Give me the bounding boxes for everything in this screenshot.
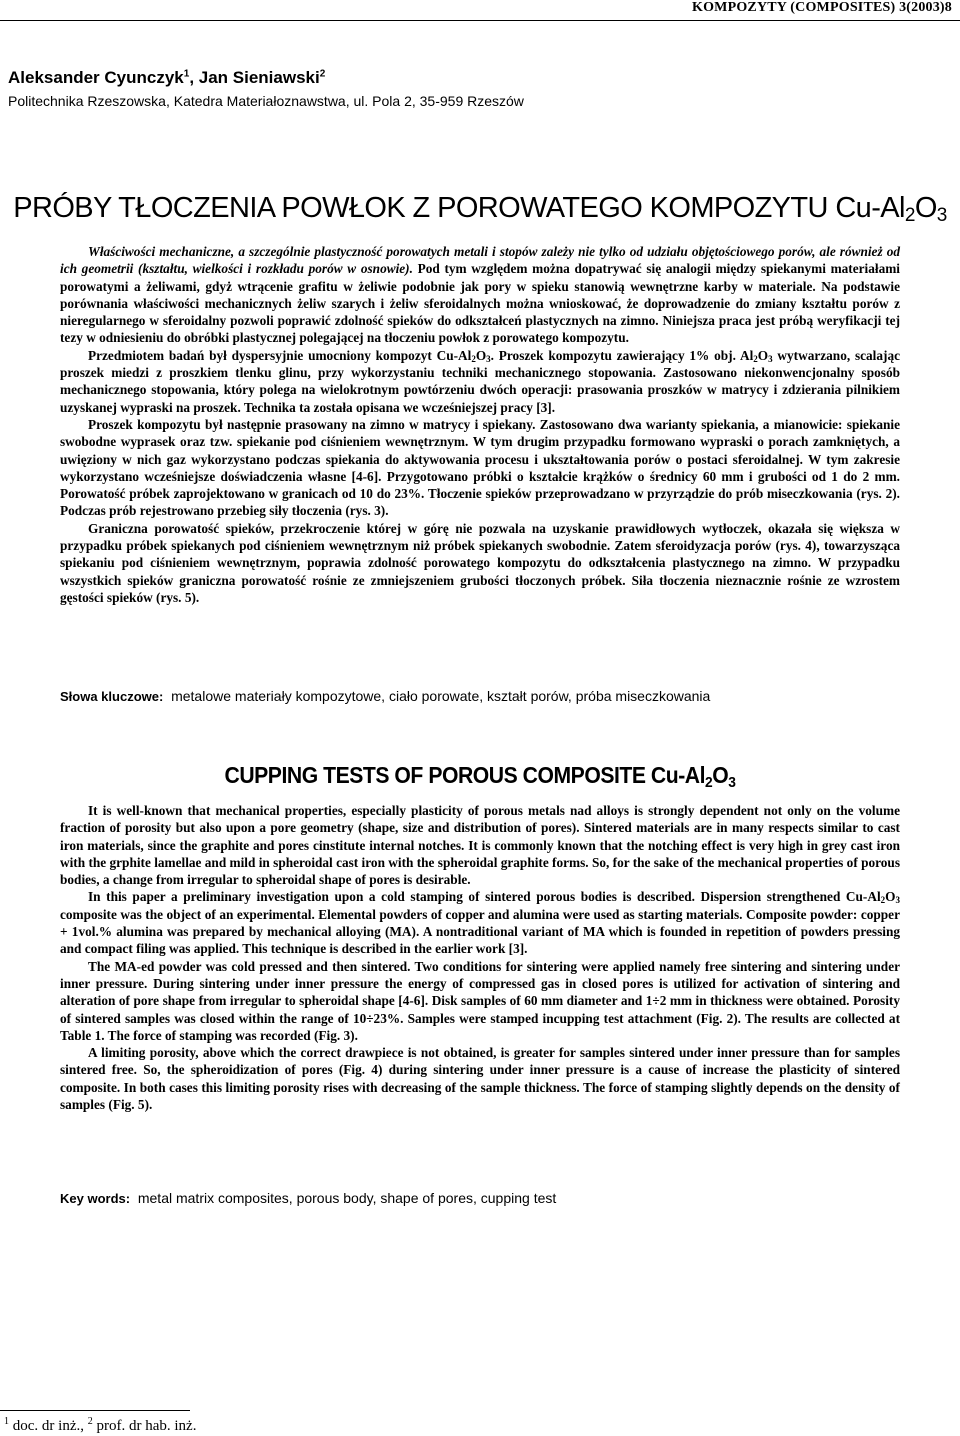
- keywords-polish: [60, 688, 710, 704]
- abstract-text: In this paper a preliminary investigation upon a cold stamping of sintered porous bodies is described. Dispersion strengthened Cu-Al: [88, 889, 881, 905]
- abstract-paragraph: The MA-ed powder was cold pressed and then sintered. Two conditions for sintering were applied namely free sintering and sintering under inner pressure. During sintering under inner pressure the energy of compressed gas in closed pores is utilized for activation of sintering and alteration of pore shape from irregular to spheroidal shape [4-6]. Disk samples of 60 mm diameter and 1÷2 mm in thickness were obtained. Porosity of sintered samples was closed within the range of 10÷23%. Samples were stamped incupping test attachment (Fig. 2). The results are collected at Table 1. The force of stamping was recorded (Fig. 3).: [60, 958, 900, 1043]
- subscript: 2: [471, 353, 476, 364]
- footnote-mark: 2: [87, 1416, 93, 1427]
- author-2: , Jan Sieniawski: [189, 68, 320, 87]
- abstract-paragraph: Graniczna porowatość spieków, przekroczenie której w górę nie pozwala na uzyskanie prawidłowych wytłoczek, okazała się większa w przypadku próbek spiekanych pod ciśnieniem wewnętrznym niż próbek spiekanych swobodnie. Zatem sferoidyzacja porów (rys. 4), towarzysząca spiekaniu pod ciśnieniem wewnętrznym, poprawia zdolność porowatego kompozytu do odkształcenia plastycznego na zimno. W przypadku wszystkich spieków graniczna porowatość rośnie ze zmniejszeniem grubości tłoczonych próbek. Siła tłoczenia nieznacznie rośnie ze wzrostem gęstości spieków (rys. 5).: [60, 520, 900, 605]
- header-rule: [0, 20, 960, 21]
- keywords-text: metal matrix composites, porous body, shape of pores, cupping test: [137, 1190, 557, 1206]
- abstract-text: Właściwości mechaniczne, a szczególnie plastyczność porowatych metali i stopów zależy nie tylko od udziału objętościowego porów, ale również od ich geometrii (kształtu, wielkości i rozkładu porów w osnowie).: [60, 244, 900, 277]
- keywords-english: [60, 1190, 556, 1206]
- title-polish-sub: 3: [936, 205, 947, 226]
- abstract-paragraph: It is well-known that mechanical properties, especially plasticity of porous metals nad alloys is strongly dependent not only on the volume fraction of porosity but also upon a pore geometry (shape, size and distribution of pores). Sintered materials are in many respects similar to cast iron materials, since the graphite and pores cinstitute internal notches. It is commonly known that the notching effect is very high in grey cast iron with the grphite lamellae and mild in spheroidal cast iron with the spheroidal graphite forms. So, for the sake of the mechanical properties of porous bodies, a change from irregular to spheroidal shape of pores is desirable.: [60, 803, 900, 888]
- keywords-text: metalowe materiały kompozytowe, ciało porowate, kształt porów, próba miseczkowania: [171, 688, 711, 704]
- footnote-mark: 1: [4, 1416, 9, 1427]
- author-2-mark: 2: [319, 68, 326, 80]
- title-polish-sub: 2: [904, 205, 915, 226]
- affiliation: Politechnika Rzeszowska, Katedra Materiałoznawstwa, ul. Pola 2, 35-959 Rzeszów: [8, 93, 524, 109]
- title-english: [38, 762, 921, 791]
- subscript: 2: [753, 353, 758, 364]
- footnote-text: doc. dr inż.,: [9, 1418, 88, 1434]
- subscript: 3: [895, 895, 900, 906]
- abstract-text: O: [757, 347, 769, 363]
- authors: [8, 68, 325, 88]
- abstract-text: Przedmiotem badań był dyspersyjnie umocniony kompozyt Cu-Al: [88, 347, 472, 363]
- subscript: 3: [768, 353, 773, 364]
- abstract-polish: [60, 243, 900, 606]
- footnote: [4, 1416, 196, 1435]
- abstract-paragraph: [60, 888, 900, 957]
- abstract-text: . Proszek kompozytu zawierający 1% obj. Al: [490, 347, 754, 363]
- title-polish: [0, 192, 960, 227]
- author-1-mark: 1: [183, 68, 190, 80]
- title-english-tail: O: [712, 762, 729, 788]
- title-english-main: CUPPING TESTS OF POROUS COMPOSITE Cu-Al: [224, 762, 706, 788]
- footnote-rule: [0, 1410, 190, 1411]
- title-polish-main: PRÓBY TŁOCZENIA POWŁOK Z POROWATEGO KOMPOZYTU Cu-Al: [13, 192, 905, 224]
- abstract-text: wytwarzano, scalając proszek miedzi z proszkiem tlenku glinu, przy wykorzystaniu techniki mechanicznego stopowania. Zastosowano niekonwencjonalny sposób mechanicznego stopowania, który polega na wielokrotnym powtórzeniu dwóch operacji: prasowania proszków w matrycy i zdzierania pilnikiem uzyskanej wypraski na proszek. Technika ta została opisana we wcześniejszej pracy [3].: [60, 347, 900, 415]
- abstract-english: [60, 802, 900, 1113]
- abstract-paragraph: A limiting porosity, above which the correct drawpiece is not obtained, is greater for samples sintered under inner pressure than for samples sintered free. So, the spheroidization of pores (Fig. 4) during sintering under inner pressure is a cause of increase the plasticity of sintered composite. In both cases this limiting porosity rises with decreasing of the sample thickness. The force of stamping slightly depends on the density of samples (Fig. 5).: [60, 1045, 900, 1113]
- subscript: 2: [880, 895, 886, 906]
- title-english-sub: 3: [728, 774, 736, 791]
- title-polish-tail: O: [914, 192, 937, 224]
- title-english-sub: 2: [705, 774, 713, 791]
- keywords-label: Słowa kluczowe:: [60, 689, 164, 704]
- abstract-paragraph: [60, 347, 900, 416]
- author-1: Aleksander Cyunczyk: [8, 68, 184, 87]
- abstract-text: O: [885, 889, 896, 905]
- keywords-label: Key words:: [60, 1191, 131, 1206]
- abstract-text: Pod tym względem można dopatrywać się analogii między spiekanymi materiałami porowatymi a żeliwami, gdyż wtrącenie grafitu w żeliwie podobnie jak pory w spieku stanowią wewnętrzne karby w materiale. Na podstawie porównania właściwości mechanicznych żeliw szarych i żeliw sferoidalnych można wnioskować, że doprowadzenie do zmiany kształtu porów z nieregularnego w sferoidalny pozwoli poprawić zdolność spieków do odkształceń plastycznych na zimno. Niniejsza praca jest próbą weryfikacji tej tezy w odniesieniu do obróbki plastycznej polegającej na tłoczeniu powłok z porowatego kompozytu.: [60, 261, 900, 346]
- abstract-paragraph: Proszek kompozytu był następnie prasowany na zimno w matrycy i spiekany. Zastosowano dwa warianty spiekania, a mianowicie: spiekanie swobodne wyprasek oraz tzw. spiekanie pod ciśnieniem wewnętrznym. W tym drugim przypadku formowano wypraski o porach zamkniętych, a uwięziony w nich gaz wykorzystano podczas spiekania do aktywowania procesu i ukształtowania porów o postaci sferoidalnej. W tym zakresie wykorzystano wcześniejsze doświadczenia własne [4-6]. Przygotowano próbki o kształcie krążków o średnicy 60 mm i grubości od 1 do 2 mm. Porowatość próbek zaprojektowano w granicach od 10 do 23%. Tłoczenie spieków przeprowadzano w przyrządzie do prób miseczkowania (rys. 2). Podczas prób rejestrowano przebieg siły tłoczenia (rys. 3).: [60, 416, 900, 519]
- journal-header: KOMPOZYTY (COMPOSITES) 3(2003)8: [691, 0, 952, 15]
- abstract-text: composite was the object of an experimental. Elemental powders of copper and alumina were used as starting materials. Composite powder: copper + 1vol.% alumina was prepared by mechanical alloying (MA). A nontraditional variant of MA which is founded in repetition of powders pressing and compact filing was applied. This technique is described in the earlier work [3].: [60, 906, 900, 957]
- abstract-text: O: [475, 347, 487, 363]
- footnote-text: prof. dr hab. inż.: [92, 1418, 197, 1434]
- abstract-paragraph: [60, 243, 900, 347]
- subscript: 3: [486, 353, 491, 364]
